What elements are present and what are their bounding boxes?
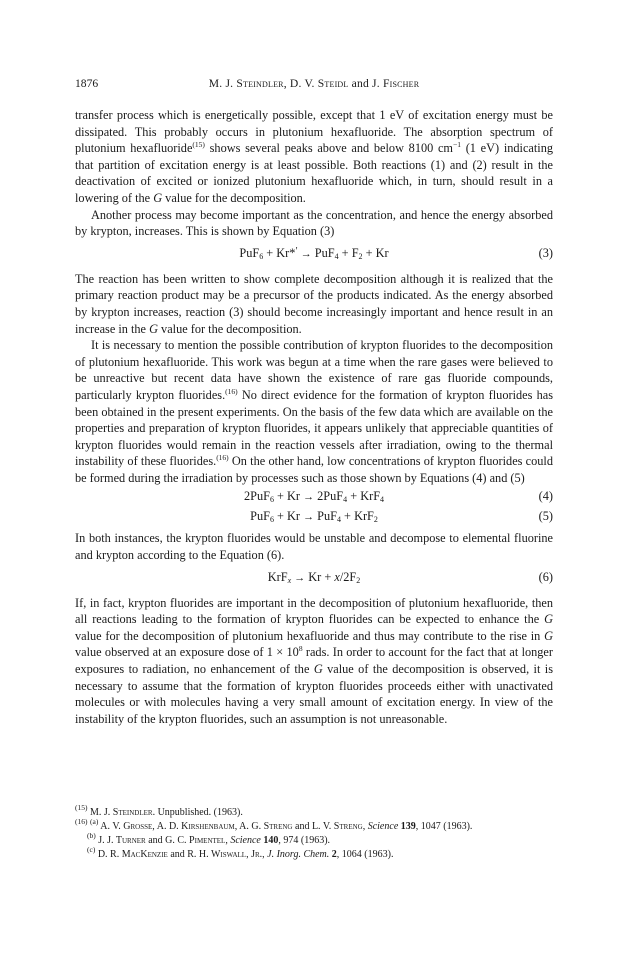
equation-6 <box>75 569 553 589</box>
page-number: 1876 <box>75 77 99 90</box>
paragraph-4: It is necessary to mention the possible contribution of krypton fluorides to the decomposition of plutonium hexafluoride. This work was begun at a time when the rare gases were believed to be unreactive but recent data have shown the existence of rare gas fluoride compounds, particularly krypton fluorides.$^{(16)}$ No direct evidence for the formation of krypton fluorides has been obtained in the present experiments. On the basis of the few data which are available on the properties and preparation of krypton fluorides, it appears unlikely that appreciable quantities of krypton fluorides would remain in the reaction vessels after irradiation, owing to the thermal instability of these fluorides.$^{(16)}$ On the other hand, low concentrations of krypton fluorides could be formed during the irradiation by processes such as those shown by Equations (4) and (5) <box>75 338 553 485</box>
page-header <box>75 77 553 93</box>
equation-3-expression: $PuF_6 + Kr*' \to PuF_4 + F_2 + Kr$ <box>239 245 389 261</box>
paragraph-1: transfer process which is energetically possible, except that 1 eV of excitation energy must be dissipated. This probably occurs in plutonium hexafluoride. The absorption spectrum of plutonium hexafluoride$^{(15)}$ shows several peaks above and below 8100 $cm^{-1}$ (1 eV) indicating that partition of excitation energy is at least possible. Both reactions (1) and (2) result in the deactivation of excited or ionized plutonium hexafluoride which, in turn, should result in a lowering of the G value for the decomposition. <box>75 108 554 205</box>
running-head: M. J. Steindler, D. V. Steidl and J. Fischer <box>208 77 420 90</box>
equation-5-expression: PuF$_6$ + Kr → PuF$_4$ + KrF$_2$ <box>250 509 378 525</box>
equation-4 <box>75 488 553 506</box>
equation-6-number: (6) <box>538 569 553 584</box>
equation-4-number: (4) <box>538 489 553 504</box>
footnotes <box>75 803 553 862</box>
paragraph-5: In both instances, the krypton fluorides would be unstable and decompose to elemental fluorine and krypton according to the Equation (6). <box>75 531 553 563</box>
equation-4-expression: 2PuF$_6$ + Kr → 2PuF$_4$ + KrF$_4$ <box>243 489 385 505</box>
equation-5 <box>75 508 553 526</box>
equation-6-expression: $KrF_x \to Kr + x/2F_2$ <box>267 569 361 585</box>
footnote-15: $^{(15)}$ M. J. Steindler. Unpublished. (1963). <box>75 803 243 818</box>
article-body <box>75 107 553 727</box>
paragraph-2: Another process may become important as the concentration, and hence the energy absorbed by krypton, increases. This is shown by Equation (3) <box>75 207 553 239</box>
footnote-16b: $^{(b)}$ J. J. Turner and G. C. Pimentel, Science 140, 974 (1963). <box>87 831 331 846</box>
paragraph-6: If, in fact, krypton fluorides are important in the decomposition of plutonium hexafluoride, then all reactions leading to the formation of krypton fluorides can be expected to enhance the G value for the decomposition of plutonium hexafluoride and thus may contribute to the rise in G value observed at an exposure dose of $1 \times 10^8$ rads. In order to account for the fact that at longer exposures to radiation, no enhancement of the G value of the decomposition is observed, it is necessary to assume that the formation of krypton fluorides proceeds either with unactivated molecules or with molecules having a very small amount of excitation energy. In view of the instability of the krypton fluorides, such an assumption is not unreasonable. <box>75 595 553 726</box>
footnote-16a: $^{(16)}$ $^{(a)}$ A. V. Grosse, A. D. Kirshenbaum, A. G. Streng and L. V. Streng, Science 139, 1047 (1963). <box>75 817 473 832</box>
paragraph-3: The reaction has been written to show complete decomposition although it is realized that the primary reaction product may be a precursor of the products indicated. As the energy absorbed by krypton increases, reaction (3) should become increasingly important and hence result in an increase in the G value for the decomposition. <box>75 271 553 336</box>
equation-3-number: (3) <box>538 245 553 260</box>
footnote-16c: $^{(c)}$ D. R. MacKenzie and R. H. Wiswall, Jr., J. Inorg. Chem. 2, 1064 (1963). <box>87 845 394 860</box>
equation-3 <box>75 245 553 265</box>
equation-5-number: (5) <box>538 509 553 524</box>
